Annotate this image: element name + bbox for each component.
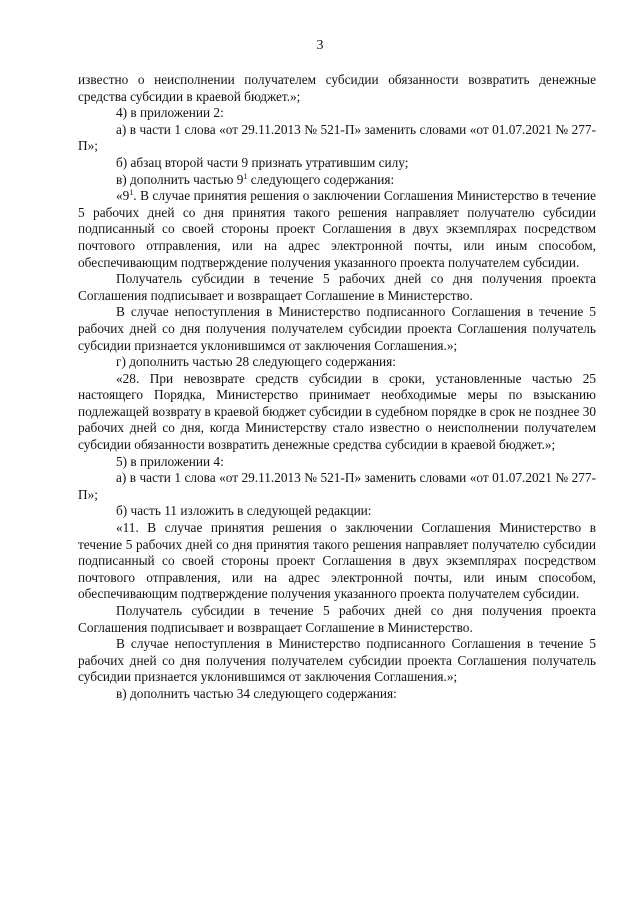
paragraph-4-superscript: 1 — [243, 171, 248, 181]
paragraph-7: В случае непоступления в Министерство подписанного Соглашения в течение 5 рабочих дней со дня получения получателем субсидии проекта Соглашения получатель субсидии признается уклонившимся от заключения Соглашения.»; — [78, 304, 596, 353]
paragraph-5-superscript: 1 — [129, 188, 134, 198]
paragraph-2: а) в части 1 слова «от 29.11.2013 № 521-П» заменить словами «от 01.07.2021 № 277-П»; — [78, 121, 596, 154]
page-number: 3 — [316, 38, 324, 53]
paragraph-12: б) часть 11 изложить в следующей редакции: — [116, 503, 372, 519]
paragraph-13: «11. В случае принятия решения о заключении Соглашения Министерство в течение 5 рабочих дней со дня принятия такого решения направляет получателю субсидии подписанный со своей стороны проект Соглашения в двух экземплярах посредством почтового отправления, или на адрес электронной почты, или иным способом, обеспечивающим подтверждение получения указанного проекта получателем субсидии. — [78, 520, 596, 602]
paragraph-15: В случае непоступления в Министерство подписанного Соглашения в течение 5 рабочих дней со дня получения получателем субсидии проекта Соглашения получатель субсидии признается уклонившимся от заключения Соглашения.»; — [78, 636, 596, 685]
paragraph-10: 5) в приложении 4: — [116, 453, 224, 469]
paragraph-5 — [78, 188, 596, 271]
paragraph-14: Получатель субсидии в течение 5 рабочих дней со дня получения проекта Соглашения подписывает и возвращает Соглашение в Министерство. — [78, 603, 596, 635]
paragraph-4 — [78, 172, 596, 189]
paragraph-16: в) дополнить частью 34 следующего содержания: — [116, 685, 397, 701]
paragraph-8: г) дополнить частью 28 следующего содержания: — [116, 354, 396, 370]
paragraph-4-text-start: в) дополнить частью 9 — [116, 171, 244, 187]
paragraph-4-text-end: следующего содержания: — [247, 171, 395, 187]
paragraph-1: 4) в приложении 2: — [116, 105, 224, 121]
paragraph-11: а) в части 1 слова «от 29.11.2013 № 521-П» заменить словами «от 01.07.2021 № 277-П»; — [78, 470, 596, 502]
paragraph-6: Получатель субсидии в течение 5 рабочих дней со дня получения проекта Соглашения подписывает и возвращает Соглашение в Министерство. — [78, 271, 596, 303]
paragraph-9: «28. При невозврате средств субсидии в сроки, установленные частью 25 настоящего Порядка, Министерство принимает необходимые меры по взысканию подлежащей возврату в краевой бюджет субсидии в судебном порядке в срок не позднее 30 рабочих дней со дня, когда Министерству стало известно о неисполнении получателем субсидии обязанности возвратить денежные средства субсидии в краевой бюджет.»; — [78, 370, 596, 453]
document-body — [78, 72, 596, 703]
paragraph-5-text-start: «9 — [116, 188, 130, 204]
paragraph-3: б) абзац второй части 9 признать утратившим силу; — [116, 154, 409, 170]
paragraph-5-text-end: . В случае принятия решения о заключении Соглашения Министерство в течение 5 рабочих дней со дня принятия такого решения направляет получателю субсидии подписанный со своей стороны проект Соглашения в двух экземплярах посредством почтового отправления, или на адрес электронной почты, или иным способом, обеспечивающим подтверждение получения указанного проекта получателем субсидии. — [78, 188, 596, 270]
paragraph-0: известно о неисполнении получателем субсидии обязанности возвратить денежные средства субсидии в краевой бюджет.»; — [78, 72, 596, 104]
